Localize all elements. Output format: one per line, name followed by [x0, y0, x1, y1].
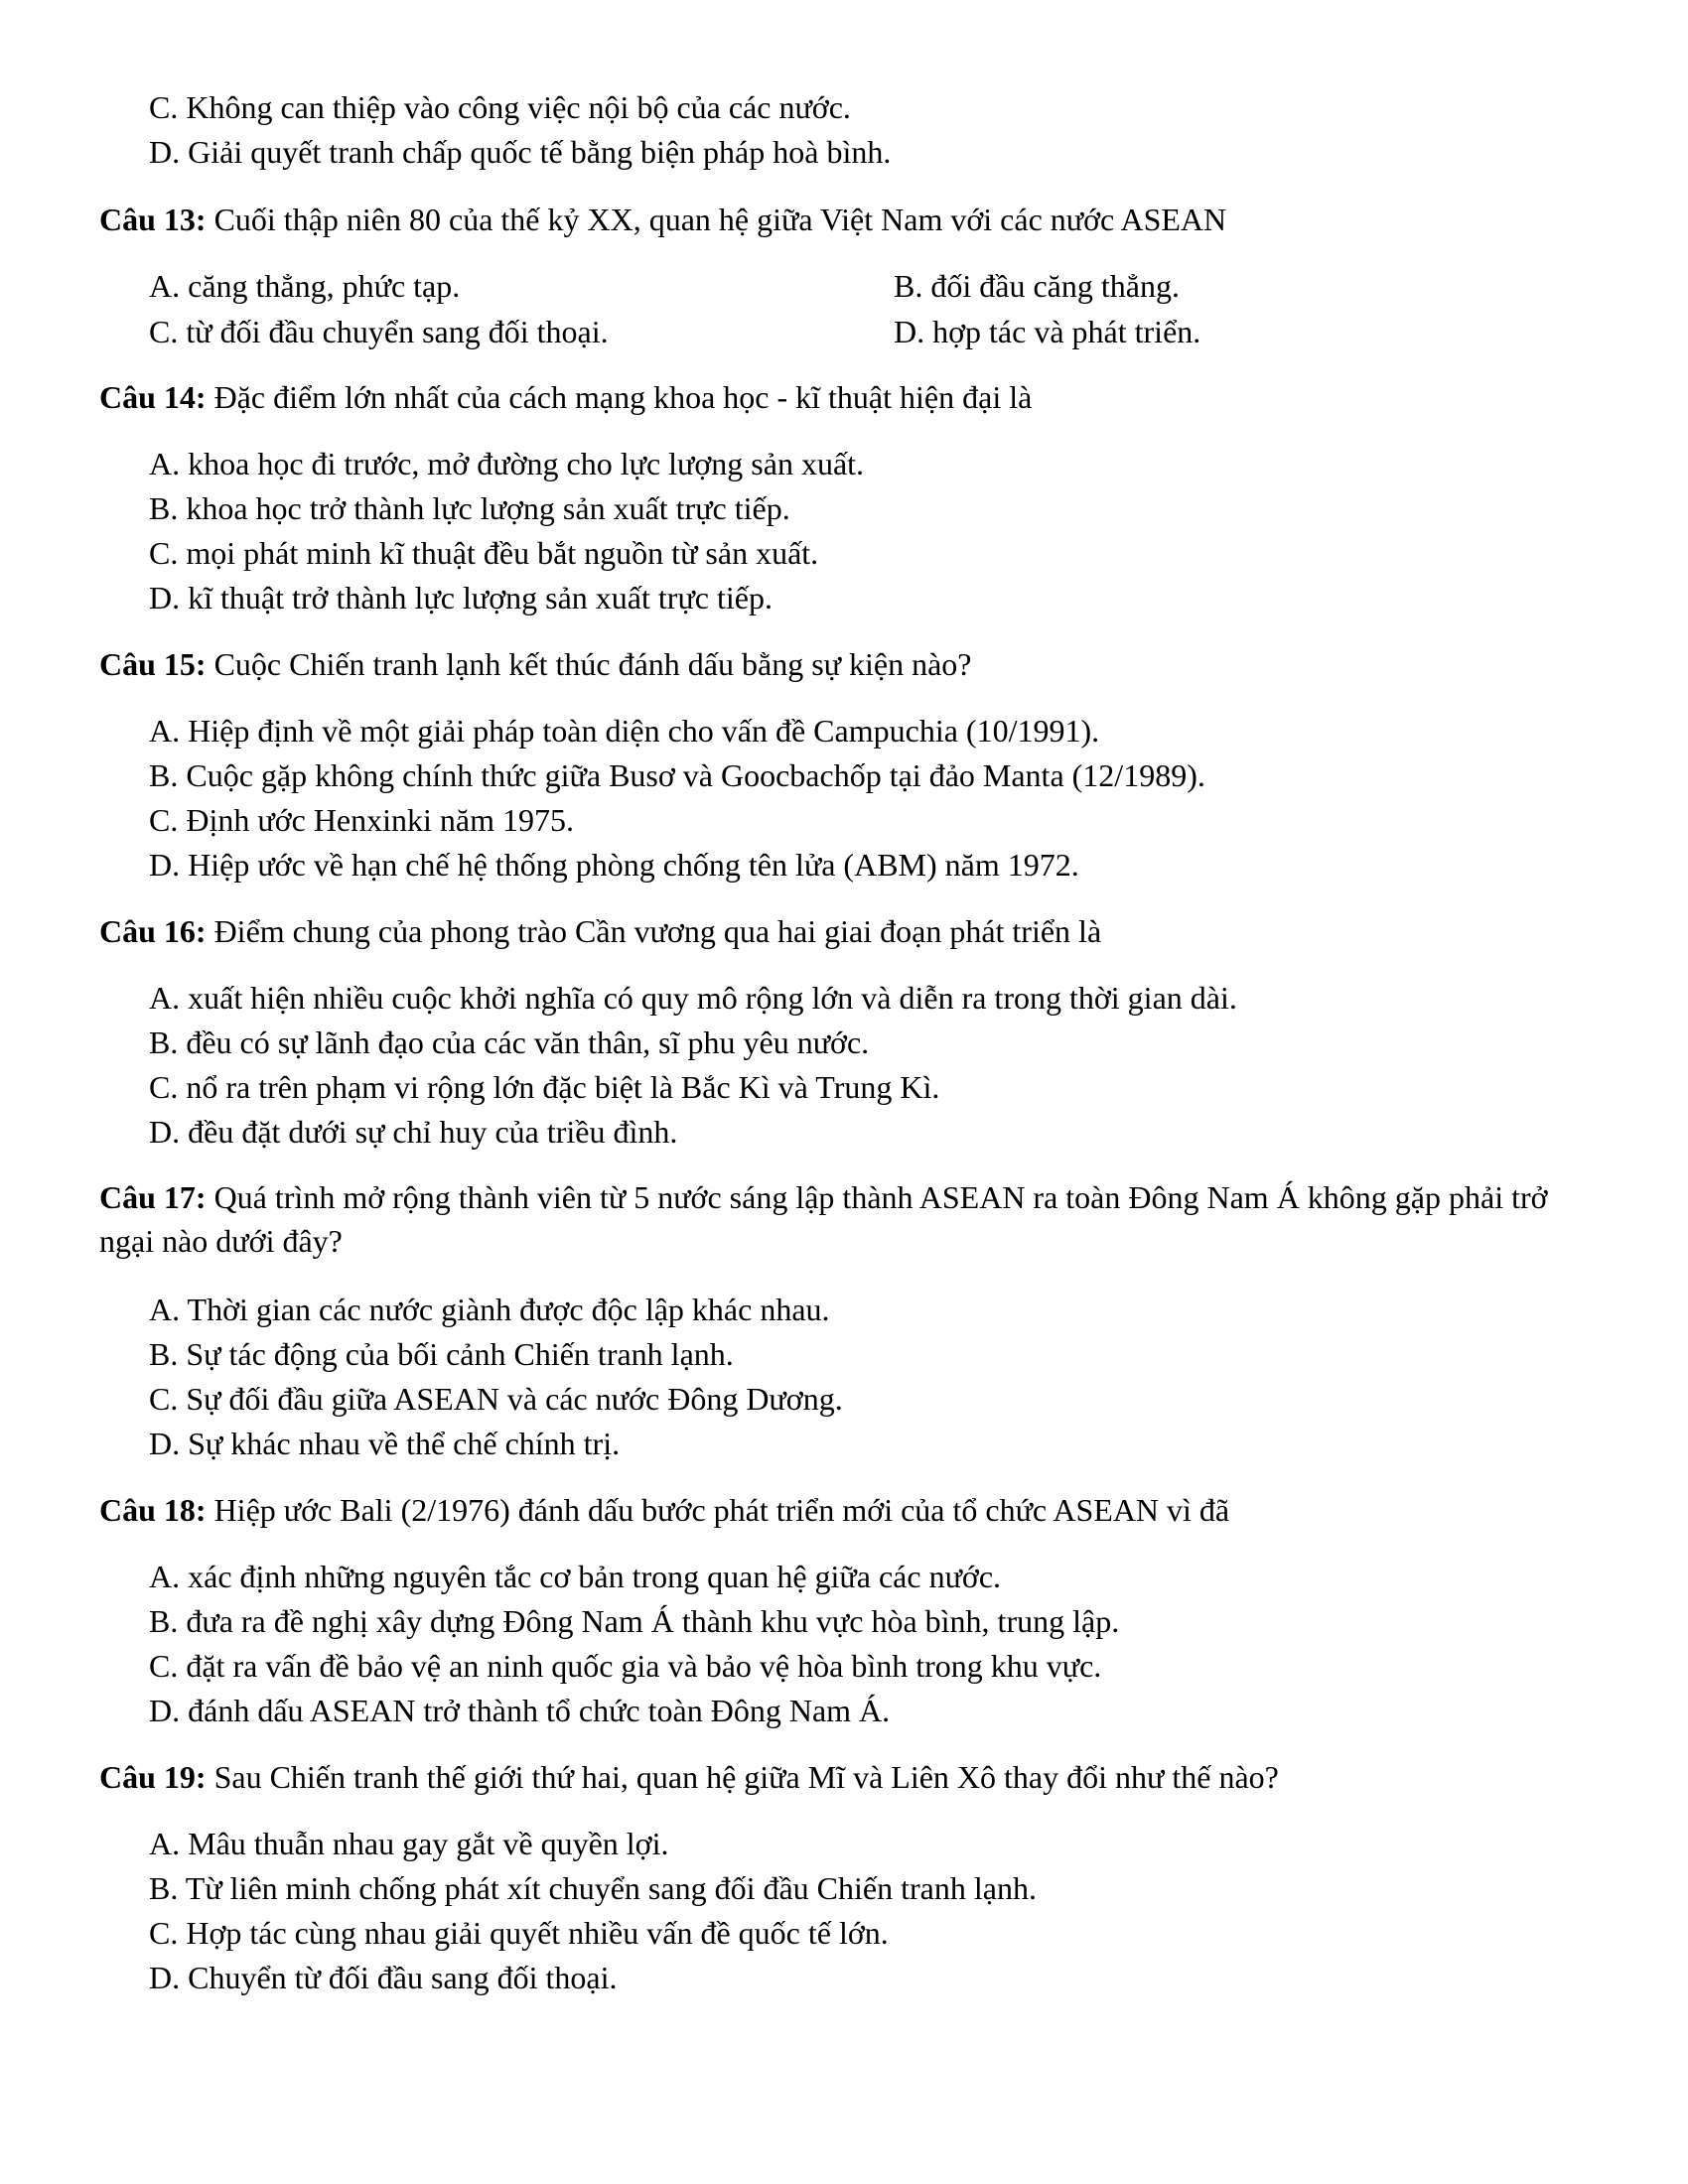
question-text: Cuộc Chiến tranh lạnh kết thúc đánh dấu bằng sự kiện nào? — [206, 646, 972, 682]
question-15 — [99, 648, 971, 680]
question-16 — [99, 915, 1101, 947]
q17-option-a: A. Thời gian các nước giành được độc lập khác nhau. — [149, 1292, 830, 1327]
q13-option-b: B. đối đầu căng thẳng. — [894, 268, 1180, 304]
question-18 — [99, 1494, 1229, 1526]
intro-option-c: C. Không can thiệp vào công việc nội bộ của các nước. — [149, 89, 851, 125]
q19-option-b: B. Từ liên minh chống phát xít chuyển sang đối đầu Chiến tranh lạnh. — [149, 1870, 1037, 1906]
question-text: Cuối thập niên 80 của thế kỷ XX, quan hệ giữa Việt Nam với các nước ASEAN — [206, 202, 1227, 237]
question-number: Câu 17: — [99, 1179, 207, 1215]
q13-option-d: D. hợp tác và phát triển. — [894, 314, 1201, 349]
q17-option-c: C. Sự đối đầu giữa ASEAN và các nước Đông Dương. — [149, 1381, 843, 1417]
q19-option-a: A. Mâu thuẫn nhau gay gắt về quyền lợi. — [149, 1826, 669, 1861]
q14-option-c: C. mọi phát minh kĩ thuật đều bắt nguồn từ sản xuất. — [149, 535, 819, 571]
intro-option-d: D. Giải quyết tranh chấp quốc tế bằng biện pháp hoà bình. — [149, 134, 892, 170]
q17-option-d: D. Sự khác nhau về thể chế chính trị. — [149, 1426, 621, 1461]
question-number: Câu 18: — [99, 1492, 207, 1528]
q15-option-d: D. Hiệp ước về hạn chế hệ thống phòng chống tên lửa (ABM) năm 1972. — [149, 847, 1079, 883]
q13-option-a: A. căng thẳng, phức tạp. — [149, 268, 461, 304]
question-text: Điểm chung của phong trào Cần vương qua hai giai đoạn phát triển là — [206, 913, 1102, 949]
q18-option-b: B. đưa ra đề nghị xây dựng Đông Nam Á thành khu vực hòa bình, trung lập. — [149, 1603, 1120, 1639]
q14-option-d: D. kĩ thuật trở thành lực lượng sản xuất trực tiếp. — [149, 580, 773, 615]
q19-option-c: C. Hợp tác cùng nhau giải quyết nhiều vấn đề quốc tế lớn. — [149, 1915, 889, 1951]
question-text: Hiệp ước Bali (2/1976) đánh dấu bước phát triển mới của tổ chức ASEAN vì đã — [206, 1492, 1230, 1528]
q14-option-b: B. khoa học trở thành lực lượng sản xuất trực tiếp. — [149, 490, 790, 526]
question-text: Đặc điểm lớn nhất của cách mạng khoa học - kĩ thuật hiện đại là — [206, 379, 1033, 415]
q18-option-c: C. đặt ra vấn đề bảo vệ an ninh quốc gia và bảo vệ hòa bình trong khu vực. — [149, 1648, 1102, 1684]
q14-option-a: A. khoa học đi trước, mở đường cho lực lượng sản xuất. — [149, 446, 865, 481]
q18-option-a: A. xác định những nguyên tắc cơ bản trong quan hệ giữa các nước. — [149, 1559, 1002, 1594]
q16-option-d: D. đều đặt dưới sự chỉ huy của triều đình. — [149, 1114, 678, 1150]
question-13 — [99, 204, 1226, 235]
question-text: Quá trình mở rộng thành viên từ 5 nước sáng lập thành ASEAN ra toàn Đông Nam Á không gặp phải trở ngại nào dưới đây? — [99, 1179, 1548, 1259]
q17-option-b: B. Sự tác động của bối cảnh Chiến tranh lạnh. — [149, 1336, 734, 1372]
q16-option-c: C. nổ ra trên phạm vi rộng lớn đặc biệt là Bắc Kì và Trung Kì. — [149, 1069, 940, 1105]
q13-option-c: C. từ đối đầu chuyển sang đối thoại. — [149, 314, 609, 349]
question-14 — [99, 381, 1032, 413]
q15-option-b: B. Cuộc gặp không chính thức giữa Busơ và Goocbachốp tại đảo Manta (12/1989). — [149, 757, 1205, 793]
question-17 — [99, 1175, 1599, 1263]
question-number: Câu 14: — [99, 379, 207, 415]
q16-option-b: B. đều có sự lãnh đạo của các văn thân, sĩ phu yêu nước. — [149, 1024, 870, 1060]
q16-option-a: A. xuất hiện nhiều cuộc khởi nghĩa có quy mô rộng lớn và diễn ra trong thời gian dài. — [149, 980, 1237, 1016]
question-text: Sau Chiến tranh thế giới thứ hai, quan hệ giữa Mĩ và Liên Xô thay đổi như thế nào? — [206, 1759, 1279, 1795]
question-19 — [99, 1761, 1279, 1793]
q19-option-d: D. Chuyển từ đối đầu sang đối thoại. — [149, 1960, 618, 1995]
q15-option-a: A. Hiệp định về một giải pháp toàn diện cho vấn đề Campuchia (10/1991). — [149, 713, 1100, 749]
question-number: Câu 16: — [99, 913, 207, 949]
question-number: Câu 15: — [99, 646, 207, 682]
q15-option-c: C. Định ước Henxinki năm 1975. — [149, 802, 574, 838]
q18-option-d: D. đánh dấu ASEAN trở thành tổ chức toàn Đông Nam Á. — [149, 1693, 891, 1728]
question-number: Câu 13: — [99, 202, 207, 237]
question-number: Câu 19: — [99, 1759, 207, 1795]
